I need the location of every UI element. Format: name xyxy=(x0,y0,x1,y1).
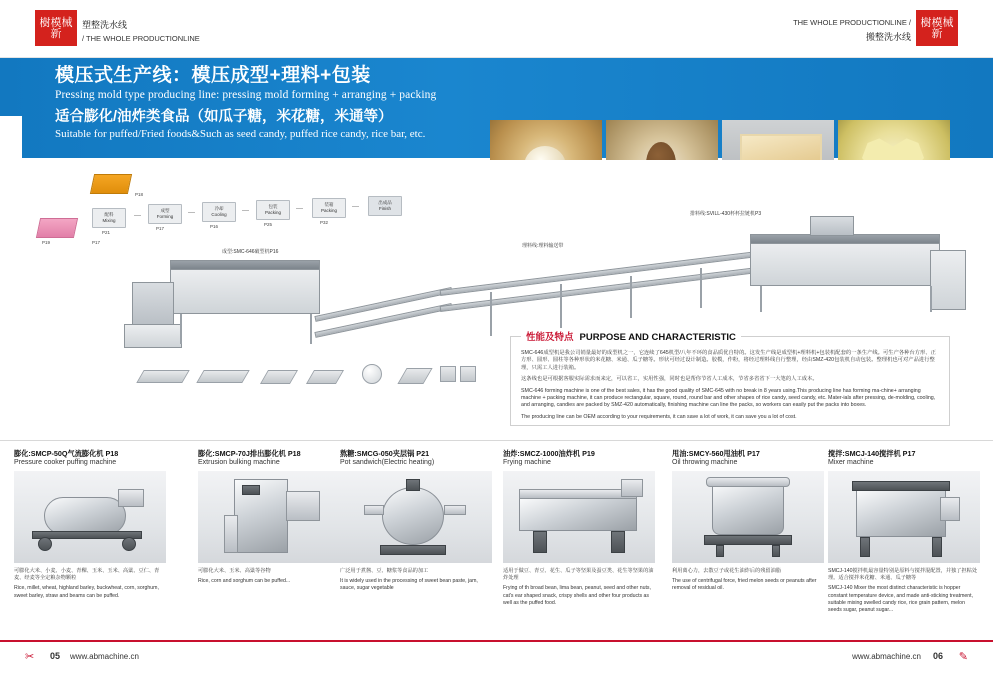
fryer-control xyxy=(621,479,643,497)
flow-node-2-cn: 冷却 xyxy=(214,206,224,211)
page-footer xyxy=(0,640,993,674)
purpose-paragraph-en-2: The producing line can be OEM according to your requirements, it can save a lot of work, it can save you a lot of cost. xyxy=(521,413,797,420)
machine-leg-2 xyxy=(310,314,312,344)
machine-card-3-desc-en: Frying of th broad bean, lima bean, peanut, seed and other nuts, cat's ear shaped snack, crispy shells and other four products as well as the puffed food. xyxy=(503,585,651,606)
flow-node-0-code: P21 xyxy=(102,230,111,235)
machine-card-5-title-cn: 搅拌:SMCJ-140搅拌机 P17 xyxy=(828,449,916,458)
mixer-leg-2 xyxy=(932,537,942,557)
machine-card-row xyxy=(0,440,993,640)
centrifuge-leg-2 xyxy=(772,545,780,557)
footer-page-right: 06 xyxy=(932,651,943,661)
mixer-top-rail xyxy=(852,481,950,491)
purpose-paragraph-en-1: SMC-646 forming machine is one of the best sales, it has the good quality of SMC-645 with no break in 8 years using.This producing line has forming ma-chine+ arranging machine + packing machine, it can produce rectangular, square, round, round bar and other shapes of rice candy, seed candy, etc. Mater-ials after pressing, de-molding, cooling, and arranging, candies are packed by SMZ-420 automatically, finishing machine can line the packs, so workers can easily put the packs into boxes. xyxy=(521,387,936,409)
sample-ball xyxy=(362,364,382,384)
extruder-side xyxy=(224,515,238,553)
flow-input-label-2: P19 xyxy=(42,240,51,245)
flow-input-hopper-2 xyxy=(36,218,78,238)
machine-leg-1 xyxy=(180,314,182,344)
brand-logo-right-text: 樹模械新 xyxy=(920,16,954,40)
brand-logo-right xyxy=(916,10,958,46)
flow-node-2-code: P16 xyxy=(210,224,219,229)
flow-node-1-en: Forming xyxy=(156,214,174,219)
machine-card-1-title-en: Extrusion bulking machine xyxy=(198,459,280,466)
puffing-motor xyxy=(118,489,144,507)
footer-mark-left-icon: ✂ xyxy=(25,651,35,663)
page-header xyxy=(0,0,993,58)
fryer-rim xyxy=(519,489,637,499)
machine-card-5-desc-cn: SMCJ-140搅拌机最容量特别是原料与搅拌混配置，并独了担粘处理。适合搅拌米花糖、米通、瓜子糖等 xyxy=(828,568,978,582)
diagram-caption-forming: 成型:SMC-646破型机P16 xyxy=(222,249,279,255)
centrifuge-drum xyxy=(712,483,784,535)
machine-card-4-desc-en: The use of centrifugal force, fried melon seeds or peanuts after removal of residual oil. xyxy=(672,578,817,592)
pot-arm-right xyxy=(444,505,466,515)
puffing-drum xyxy=(44,497,126,535)
packing-machine-output xyxy=(930,250,966,310)
banner-subtitle-en: Suitable for puffed/Fried foods&Such as seed candy, puffed rice candy, rice bar, etc. xyxy=(55,128,426,140)
puffing-wheel-left xyxy=(38,537,52,551)
machine-card-2-title-en: Pot sandwich(Electric heating) xyxy=(340,459,435,466)
flow-node-5-cn: 出成品 xyxy=(378,200,392,205)
sample-square-2 xyxy=(306,370,344,384)
hero-banner xyxy=(0,58,993,158)
sample-cube xyxy=(440,366,456,382)
machine-card-2-title-cn: 熬糖:SMCG-050夹层锅 P21 xyxy=(340,449,430,458)
flow-node-1-code: P17 xyxy=(156,226,165,231)
conveyor-leg-3 xyxy=(630,276,632,318)
machine-card-mixer[interactable] xyxy=(828,449,980,614)
machine-card-3-photo xyxy=(503,471,655,563)
flow-arrow-2: — xyxy=(188,209,195,216)
diagram-caption-arranging: 理料线:理料输送带 xyxy=(522,243,564,249)
forming-machine-base xyxy=(124,324,182,348)
centrifuge-rim xyxy=(706,477,790,487)
flow-input-label-1: P18 xyxy=(135,192,144,197)
flow-node-3-code: P25 xyxy=(264,222,273,227)
extruder-head xyxy=(286,491,320,521)
forming-machine-top xyxy=(170,260,320,270)
flow-node-5-en: Finish xyxy=(378,206,391,211)
flow-node-4-cn: 装箱 xyxy=(324,202,334,207)
flow-node-5 xyxy=(368,196,402,216)
sample-cube-2 xyxy=(460,366,476,382)
flow-node-0-en: Mixing xyxy=(102,218,116,223)
sample-bar-1 xyxy=(136,370,190,383)
machine-card-4-title-en: Oil throwing machine xyxy=(672,459,738,466)
flow-node-3-cn: 包装 xyxy=(268,204,278,209)
flow-input-label-3: P17 xyxy=(92,240,101,245)
brand-name-left-en: / THE WHOLE PRODUCTIONLINE xyxy=(82,34,200,43)
banner-title-en: Pressing mold type producing line: pressing mold forming + arranging + packing xyxy=(55,89,437,101)
banner-subtitle-cn: 适合膨化/油炸类食品（如瓜子糖，米花糖，米通等） xyxy=(55,109,393,125)
extruder-panel xyxy=(242,485,260,495)
flow-node-3 xyxy=(256,200,290,220)
flow-arrow-4: — xyxy=(296,205,303,212)
mixer-hopper xyxy=(856,489,946,537)
conveyor-leg-1 xyxy=(490,292,492,336)
machine-card-4-photo xyxy=(672,471,824,563)
footer-page-left: 05 xyxy=(50,651,61,661)
pot-lid-handle xyxy=(406,479,420,491)
flow-node-2 xyxy=(202,202,236,222)
packing-machine-reel xyxy=(810,216,854,236)
forming-machine-body xyxy=(170,268,320,314)
machine-card-pot-sandwich[interactable] xyxy=(340,449,492,593)
brand-logo-left xyxy=(35,10,77,46)
machine-card-frying[interactable] xyxy=(503,449,655,607)
machine-card-0-title-cn: 膨化:SMCP-50Q气流膨化机 P18 xyxy=(14,449,119,458)
machine-card-1-photo xyxy=(198,471,350,563)
machine-card-5-desc-en: SMCJ-140 Mixer the most distinct characteristic is hopper constant temperature device, and made anti-sticking treatment, suitable mixing swelled candy rice, rice grain pattern, melon seeds sugar, peanut sugar... xyxy=(828,585,974,614)
banner-title-cn: 模压式生产线：模压成型+理料+包装 xyxy=(55,65,371,86)
purpose-body xyxy=(511,337,949,431)
mixer-leg-1 xyxy=(860,537,870,557)
fryer-tank xyxy=(519,497,637,531)
machine-card-0-photo xyxy=(14,471,166,563)
flow-node-4-code: P32 xyxy=(320,220,329,225)
purpose-paragraph-cn-2: 这条线也是可根据客服实际需求而来定，可以省工，实用性强，同时也是帮你节省人工成本，节省多省省下一大笔的人工成本。 xyxy=(521,376,818,383)
diagram-caption-packing: 排料线:SVILL-430杯杯拉链机P3 xyxy=(690,211,762,217)
machine-card-5-photo xyxy=(828,471,980,563)
machine-card-4-desc-cn: 利用离心力，去散豆子或花生油炸后的残留油脂 xyxy=(672,568,781,574)
purpose-paragraph-cn-1: SMC-646成型机是我公司销量最好的成型机之一，它连续了645机型/八年不环的食品质优自特的。这发生产线是成型机+理料机+包装机配套的一条生产线。可生产各种台方形、正方形、圆形、圆柱等各种形状的米花糖、米通、瓜子糖等。形状可经过设计制造。胶模，作粉，将经过理料线自行整理，经由SMZ-420包装机自动包装。整理机也可对产品进行整理，只需工人进行装箱。 xyxy=(521,350,936,371)
candy-sample-shapes xyxy=(140,360,520,396)
footer-url-right[interactable]: www.abmachine.cn xyxy=(852,652,921,661)
flow-arrow-3: — xyxy=(242,207,249,214)
sample-round-bar xyxy=(397,368,432,384)
flow-node-3-en: Packing xyxy=(264,210,281,215)
machine-card-3-desc-cn: 适用于做豆、青豆、花生、瓜子等坚果及蚕豆类、花生等坚果的油炸处理 xyxy=(503,568,654,582)
packing-leg-1 xyxy=(760,286,762,312)
brand-name-left-cn: 塑整洗水线 xyxy=(82,20,128,30)
machine-card-1-title-cn: 膨化:SMCP-70J排出膨化机 P18 xyxy=(198,449,301,458)
fryer-leg-1 xyxy=(533,531,547,553)
sample-bar-2 xyxy=(196,370,250,383)
flow-node-0-cn: 配料 xyxy=(104,212,114,217)
flow-arrow-5: — xyxy=(352,203,359,210)
purpose-title-cn: 性能及特点 xyxy=(526,332,574,343)
brand-name-right-en: THE WHOLE PRODUCTIONLINE / xyxy=(793,18,911,27)
fryer-leg-2 xyxy=(611,531,625,553)
flow-node-2-en: Cooling xyxy=(211,212,227,217)
machine-card-2-photo xyxy=(340,471,492,563)
incline-conveyor-lower xyxy=(314,303,452,338)
machine-card-5-title-en: Mixer machine xyxy=(828,459,874,466)
flow-node-4-en: Packing xyxy=(320,208,337,213)
machine-card-0-desc-en: Rice, millet, wheat, highland barley, buckwheat, corn, sorghum, sweet barley, straw and beams can be puffed. xyxy=(14,585,159,599)
purpose-characteristic-box xyxy=(510,332,950,426)
packing-leg-2 xyxy=(930,286,932,312)
flow-input-hopper-1 xyxy=(90,174,132,194)
footer-mark-right-icon: ✎ xyxy=(958,651,968,663)
purpose-title xyxy=(521,329,741,343)
purpose-title-en: PURPOSE AND CHARACTERISTIC xyxy=(579,332,736,343)
footer-url-left[interactable]: www.abmachine.cn xyxy=(70,652,139,661)
conveyor-leg-4 xyxy=(700,268,702,308)
mixer-motor xyxy=(940,497,960,521)
packing-machine-body xyxy=(750,242,940,286)
conveyor-leg-2 xyxy=(560,284,562,328)
forming-machine-side-cabinet xyxy=(132,282,174,326)
machine-card-extrusion[interactable] xyxy=(198,449,350,585)
flow-node-4 xyxy=(312,198,346,218)
machine-card-0-desc-cn: 可膨化大米、小麦、小麦、青稞、玉米、玉米、高粱、豆仁、青麦、经麦等全定粮杂物颗粒 xyxy=(14,568,160,582)
machine-card-0-title-en: Pressure cooker puffing machine xyxy=(14,459,117,466)
pot-arm-left xyxy=(364,505,384,515)
flow-arrow-1: — xyxy=(134,212,141,219)
banner-text-block xyxy=(55,64,485,152)
sample-square-1 xyxy=(260,370,298,384)
machine-card-2-desc-en: It is widely used in the processing of sweet bean paste, jam, sauce, sugar vegetable xyxy=(340,578,478,592)
machine-card-puffing[interactable] xyxy=(14,449,166,600)
flow-node-1-cn: 成型 xyxy=(160,208,170,213)
brand-name-right-cn: 搬整洗水线 xyxy=(865,32,911,42)
machine-card-1-desc-en: Rice, corn and sorghum can be puffed... xyxy=(198,578,291,585)
centrifuge-base xyxy=(704,535,792,545)
jacketed-pot-bowl xyxy=(382,487,444,545)
pot-base xyxy=(380,545,446,555)
machine-card-1-desc-cn: 可膨化大米、玉米、高粱等谷物 xyxy=(198,568,271,574)
machine-card-2-desc-cn: 广泛用于煮酱、豆、糖浆等食品的加工 xyxy=(340,568,429,574)
machine-card-oil-throwing[interactable] xyxy=(672,449,824,593)
machine-card-4-title-cn: 甩油:SMCY-560甩油机 P17 xyxy=(672,449,760,458)
brand-logo-left-text: 樹模械新 xyxy=(39,16,73,40)
machine-card-3-title-en: Frying machine xyxy=(503,459,551,466)
centrifuge-leg-1 xyxy=(716,545,724,557)
puffing-wheel-right xyxy=(122,537,136,551)
machine-card-3-title-cn: 油炸:SMCZ-1000油炸机 P19 xyxy=(503,449,595,458)
